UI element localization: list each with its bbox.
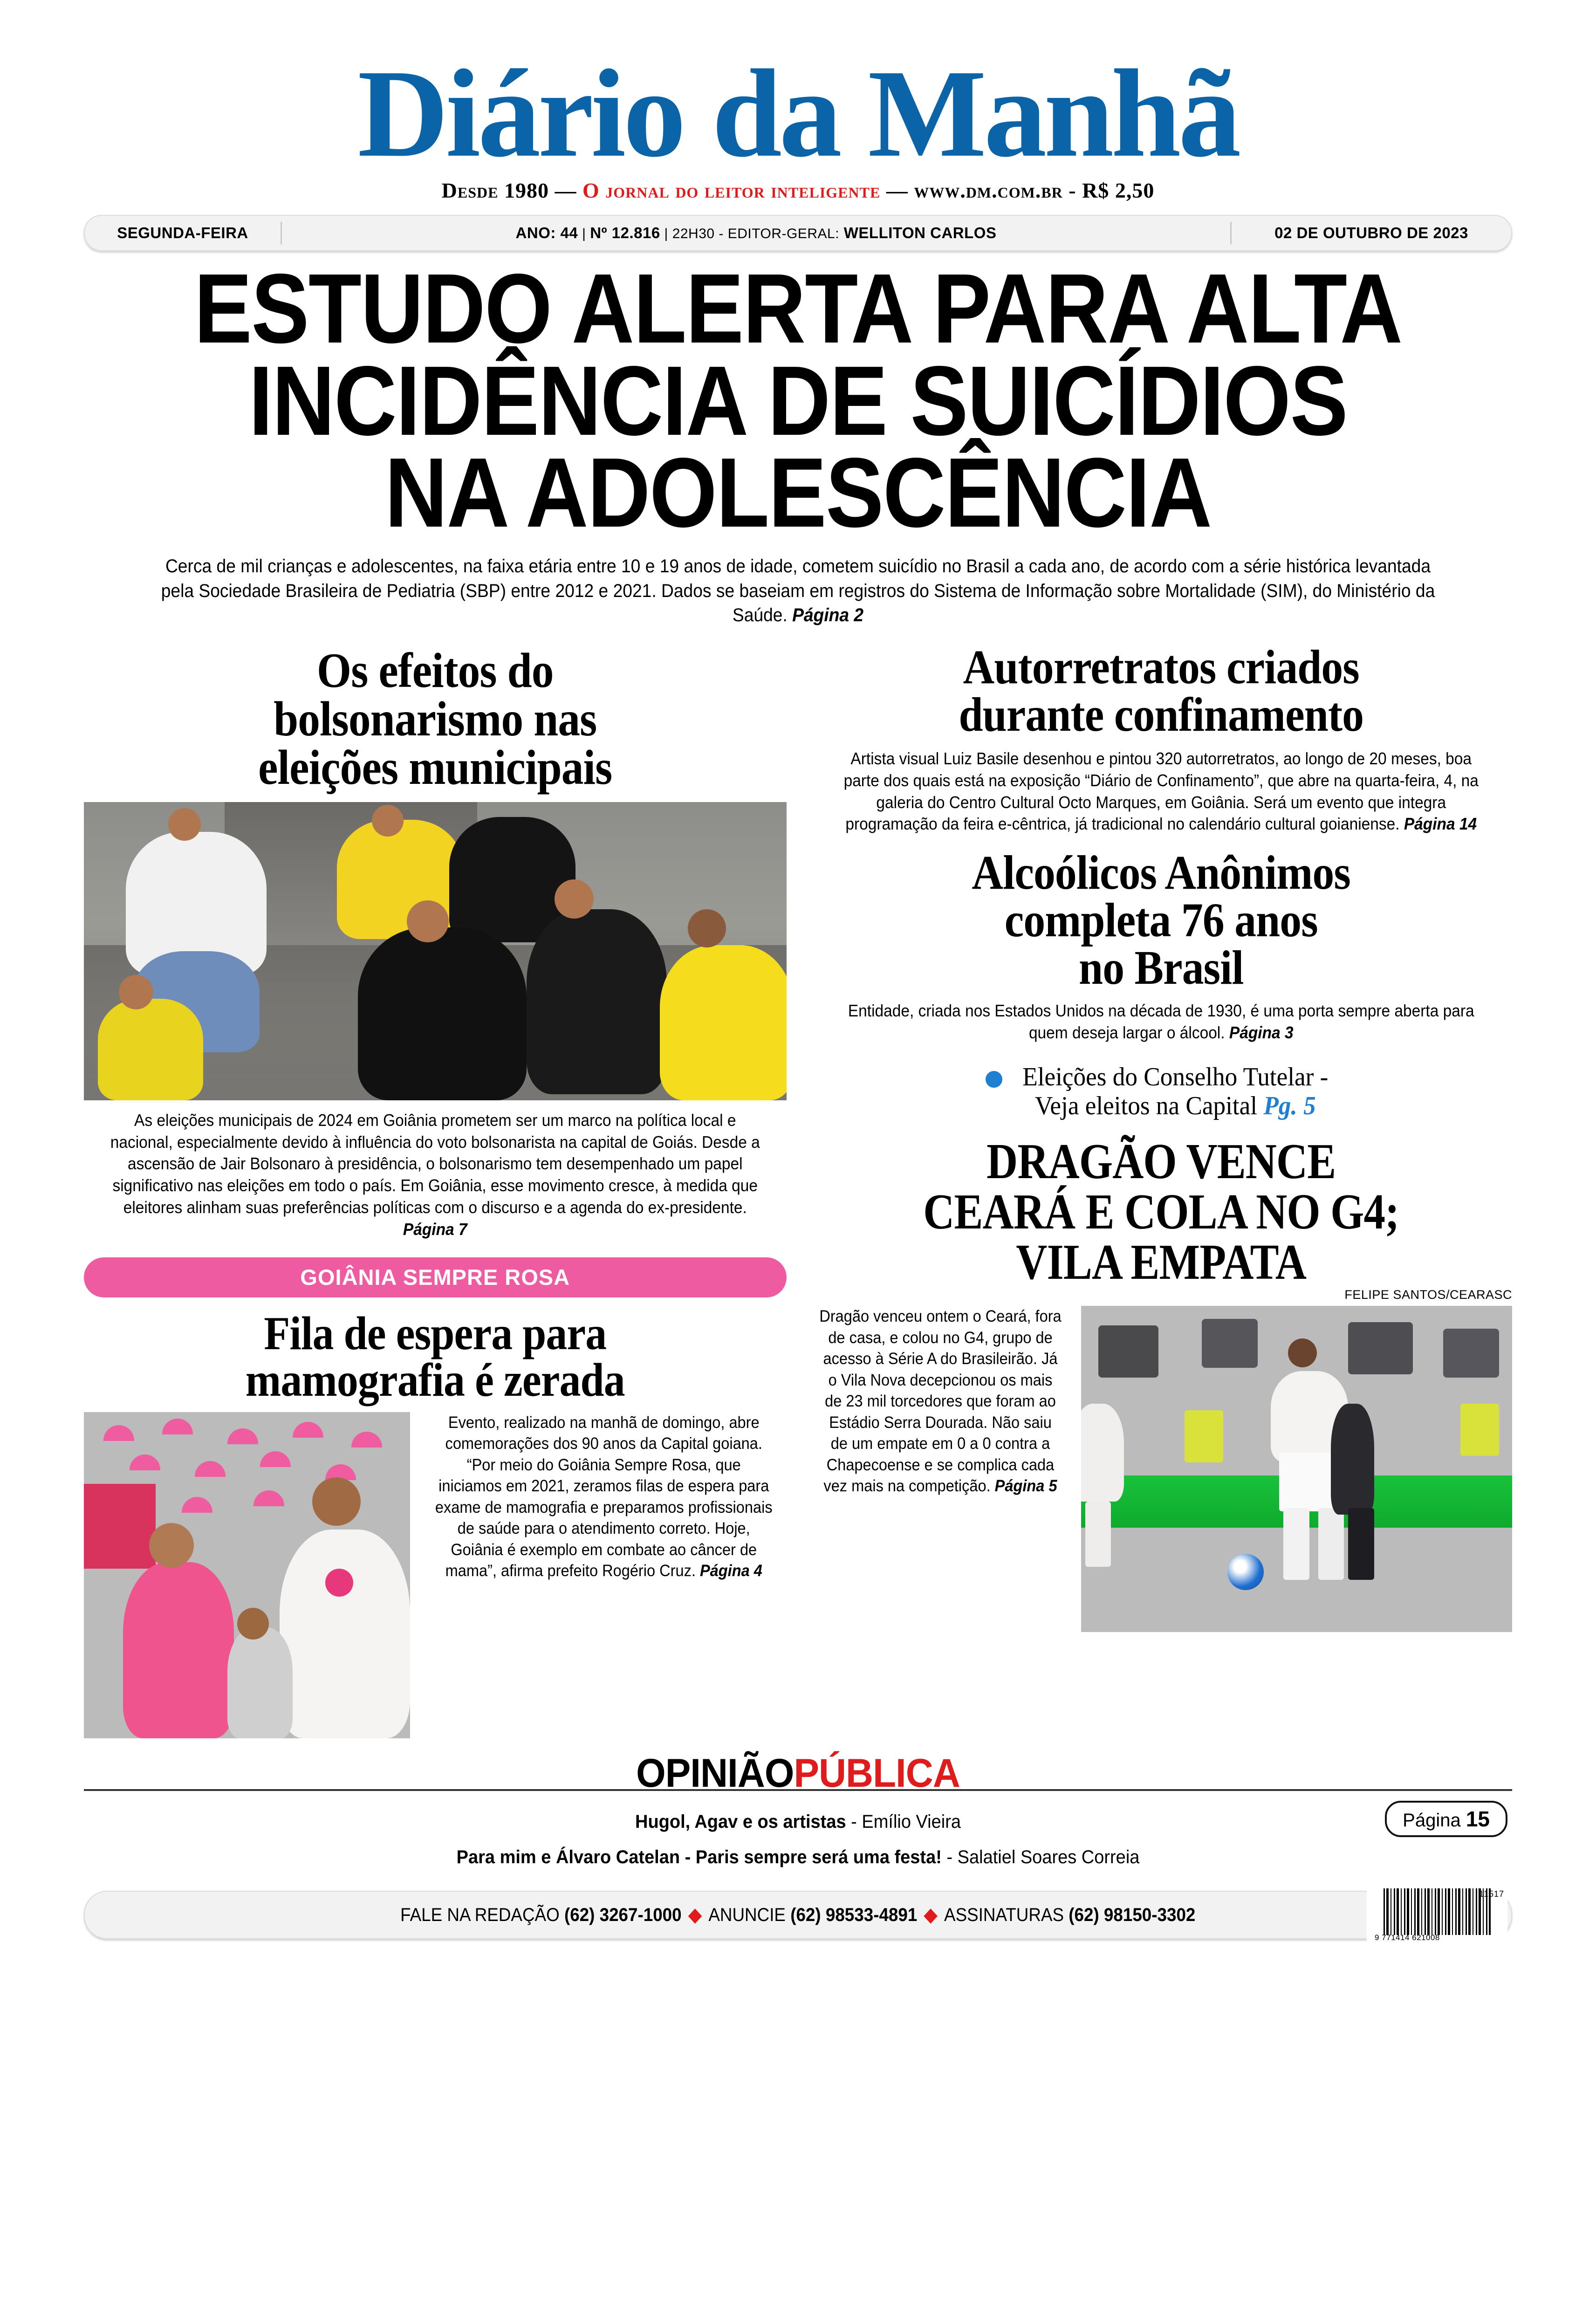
page-reference[interactable]: Página 2 <box>792 605 864 626</box>
mamografia-text-wrap <box>421 1412 787 1738</box>
page-number: 15 <box>1466 1806 1490 1831</box>
bolsonarismo-photo <box>84 802 787 1100</box>
alcoolicos-body-text: Entidade, criada nos Estados Unidos na década de 1930, é uma porta sempre aberta para quem deseja largar o álcool. <box>848 1001 1474 1042</box>
diamond-icon: ◆ <box>924 1904 938 1925</box>
alcoolicos-headline-line-2: completa 76 anos <box>1004 893 1318 947</box>
dragao-headline-line-2: CEARÁ E COLA NO G4; <box>923 1184 1399 1240</box>
contact-footer-bar <box>84 1889 1512 1942</box>
mamografia-headline[interactable] <box>119 1307 751 1406</box>
autorretratos-headline-line-1: Autorretratos criados <box>963 640 1359 694</box>
opiniao-word: OPINIÃO <box>636 1750 794 1796</box>
edition-time-editor-label: 22H30 - EDITOR-GERAL: <box>672 226 840 242</box>
anuncie-phone[interactable]: (62) 98533-4891 <box>790 1904 918 1925</box>
opiniao-entry[interactable] <box>120 1839 1477 1875</box>
alcoolicos-headline-line-1: Alcoólicos Anônimos <box>972 846 1350 900</box>
conselho-tutelar-line-1: Eleições do Conselho Tutelar - <box>1022 1062 1329 1091</box>
assinaturas-label: ASSINATURAS <box>944 1904 1069 1925</box>
assinaturas-phone[interactable]: (62) 98150-3302 <box>1069 1904 1196 1925</box>
dragao-headline-line-1: DRAGÃO VENCE <box>986 1134 1336 1189</box>
mamografia-headline-line-2: mamografia é zerada <box>245 1353 625 1406</box>
opiniao-publica-section <box>84 1750 1512 1875</box>
bolsonarismo-body-text: As eleições municipais de 2024 em Goiânia prometem ser um marco na política local e nacional, especialmente devido à influência do voto bolsonarista na capital de Goiás. Desde a ascensão de Jair Bolsonaro à presidência, o bolsonarismo tem desempenhado um papel significativo nas eleições em todo o país. Em Goiânia, esse movimento cresce, à medida que eleitores alinham suas preferências políticas com o discurso e a agenda do ex-presidente. <box>110 1110 760 1217</box>
mamografia-photo <box>84 1412 410 1738</box>
page-reference[interactable]: Página 14 <box>1404 814 1477 834</box>
redacao-phone[interactable]: (62) 3267-1000 <box>564 1904 682 1925</box>
alcoolicos-headline-line-3: no Brasil <box>1078 941 1243 995</box>
conselho-tutelar-text <box>1022 1063 1328 1121</box>
left-column <box>84 644 787 1738</box>
diamond-icon: ◆ <box>688 1904 702 1925</box>
publica-word: PÚBLICA <box>794 1750 960 1796</box>
mamografia-body-text: Evento, realizado na manhã de domingo, abre comemorações dos 90 anos da Capital goiana. “Por meio do Goiânia Sempre Rosa, que iniciamos em 2021, zeramos filas de espera para exame de mamografia e preparamos profissionais de saúde para o atendimento correto. Hoje, Goiânia é exemplo em combate ao câncer de mama”, afirma prefeito Rogério Cruz. <box>435 1413 773 1580</box>
page-label: Página <box>1403 1810 1466 1831</box>
opiniao-entry-author: - Emílio Vieira <box>846 1811 961 1832</box>
dragao-text-wrap <box>810 1306 1071 1632</box>
issue-date: 02 DE OUTUBRO DE 2023 <box>1274 224 1468 242</box>
autorretratos-body-text: Artista visual Luiz Basile desenhou e pintou 320 autorretratos, ao longo de 20 meses, boa parte dos quais está na exposição “Diário de Confinamento”, que abre na quarta-feira, 4, na galeria do Centro Cultural Octo Marques, em Goiânia. Será um evento que integra programação da feira e-cêntrica, já tradicional no calendário cultural goianiense. <box>843 749 1479 834</box>
dragao-photo <box>1081 1306 1513 1632</box>
issue-number: Nº 12.816 <box>590 224 660 242</box>
dragao-block <box>810 1306 1513 1632</box>
bolsonarismo-body <box>109 1110 762 1241</box>
ribbon-label: GOIÂNIA SEMPRE ROSA <box>300 1265 570 1290</box>
main-headline-line-2: INCIDÊNCIA DE SUICÍDIOS <box>248 345 1348 456</box>
right-column <box>810 640 1513 1738</box>
issue-info-bar <box>84 215 1512 251</box>
standfirst-text: Cerca de mil crianças e adolescentes, na faixa etária entre 10 e 19 anos de idade, cometem suicídio no Brasil a cada ano, de acordo com a série histórica levantada pela Sociedade Brasileira de Pediatria (SBP) entre 2012 e 2021. Dados se baseiam em registros do Sistema de Informação sobre Mortalidade (SIM), do Ministério da Saúde. <box>161 556 1435 626</box>
bolsonarismo-headline-line-3: eleições municipais <box>258 740 612 795</box>
contact-line <box>400 1904 1195 1926</box>
main-headline-line-3: NA ADOLESCÊNCIA <box>384 437 1212 548</box>
bullet-dot-icon <box>986 1071 1002 1088</box>
main-standfirst <box>147 554 1449 628</box>
opiniao-entry-title: Hugol, Agav e os artistas <box>635 1811 846 1832</box>
alcoolicos-headline[interactable] <box>845 846 1477 995</box>
weekday-label: SEGUNDA-FEIRA <box>117 224 248 242</box>
alcoolicos-body <box>834 1000 1487 1044</box>
main-headline-line-1: ESTUDO ALERTA PARA ALTA <box>194 253 1402 364</box>
conselho-tutelar-line-2: Veja eleitos na Capital <box>1034 1091 1264 1121</box>
tagline-after: — www.dm.com.br - R$ 2,50 <box>880 178 1155 203</box>
page-reference[interactable]: Página 7 <box>403 1219 467 1239</box>
dragao-headline[interactable] <box>859 1134 1463 1290</box>
opiniao-entry-title: Para mim e Álvaro Catelan - Paris sempre será uma festa! <box>456 1846 942 1867</box>
opiniao-entry[interactable] <box>120 1804 1477 1839</box>
conselho-tutelar-item[interactable] <box>810 1063 1513 1121</box>
barcode-number: 11517 <box>1479 1889 1504 1899</box>
editor-name: WELLITON CARLOS <box>843 224 997 242</box>
bolsonarismo-headline-line-1: Os efeitos do <box>316 643 554 698</box>
barcode <box>1367 1885 1507 1946</box>
autorretratos-body <box>834 748 1487 835</box>
dragao-body <box>819 1306 1062 1497</box>
bolsonarismo-headline[interactable] <box>119 643 751 795</box>
page-reference[interactable]: Página 4 <box>699 1562 762 1580</box>
main-headline <box>170 253 1426 548</box>
bolsonarismo-headline-line-2: bolsonarismo nas <box>274 692 597 747</box>
opiniao-entry-author: - Salatiel Soares Correia <box>941 1846 1140 1867</box>
issue-meta: ANO: 44 | Nº 12.816 | 22H30 - EDITOR-GERAL: WELLITON CARLOS <box>515 224 997 242</box>
redacao-label: FALE NA REDAÇÃO <box>400 1904 565 1925</box>
dragao-body-text: Dragão venceu ontem o Ceará, fora de casa, e colou no G4, grupo de acesso à Série A do Brasileirão. Já o Vila Nova decepcionou os mais de 23 mil torcedores que foram ao Estádio Serra Dourada. Não saiu de um empate em 0 a 0 contra a Chapecoense e se complica cada vez mais na competição. <box>819 1307 1062 1495</box>
page-reference[interactable]: Página 3 <box>1229 1022 1294 1042</box>
goiania-sempre-rosa-ribbon <box>84 1257 787 1297</box>
page-reference[interactable]: Pg. 5 <box>1263 1091 1316 1121</box>
opiniao-publica-title <box>120 1750 1477 1797</box>
page-reference[interactable]: Página 5 <box>994 1477 1057 1495</box>
tagline-before: Desde 1980 — <box>441 178 582 203</box>
opiniao-page-badge[interactable] <box>1385 1801 1507 1837</box>
year-label: ANO: 44 <box>515 224 578 242</box>
barcode-ean: 9 771414 621008 <box>1375 1933 1440 1942</box>
barcode-bars <box>1384 1888 1491 1935</box>
tagline-slogan: O jornal do leitor inteligente <box>582 178 881 203</box>
mamografia-block <box>84 1412 787 1738</box>
dragao-photo-credit: FELIPE SANTOS/CEARASC <box>1344 1288 1512 1302</box>
content-columns <box>84 640 1512 1738</box>
autorretratos-headline-line-2: durante confinamento <box>958 688 1363 742</box>
masthead <box>84 0 1512 203</box>
autorretratos-headline[interactable] <box>845 640 1477 742</box>
dragao-headline-line-3: VILA EMPATA <box>1015 1235 1306 1290</box>
anuncie-label: ANUNCIE <box>708 1904 791 1925</box>
opiniao-entries <box>120 1804 1477 1875</box>
newspaper-title: Diário da Manhã <box>357 44 1239 183</box>
mamografia-headline-line-1: Fila de espera para <box>264 1307 607 1360</box>
mamografia-body <box>434 1412 774 1582</box>
